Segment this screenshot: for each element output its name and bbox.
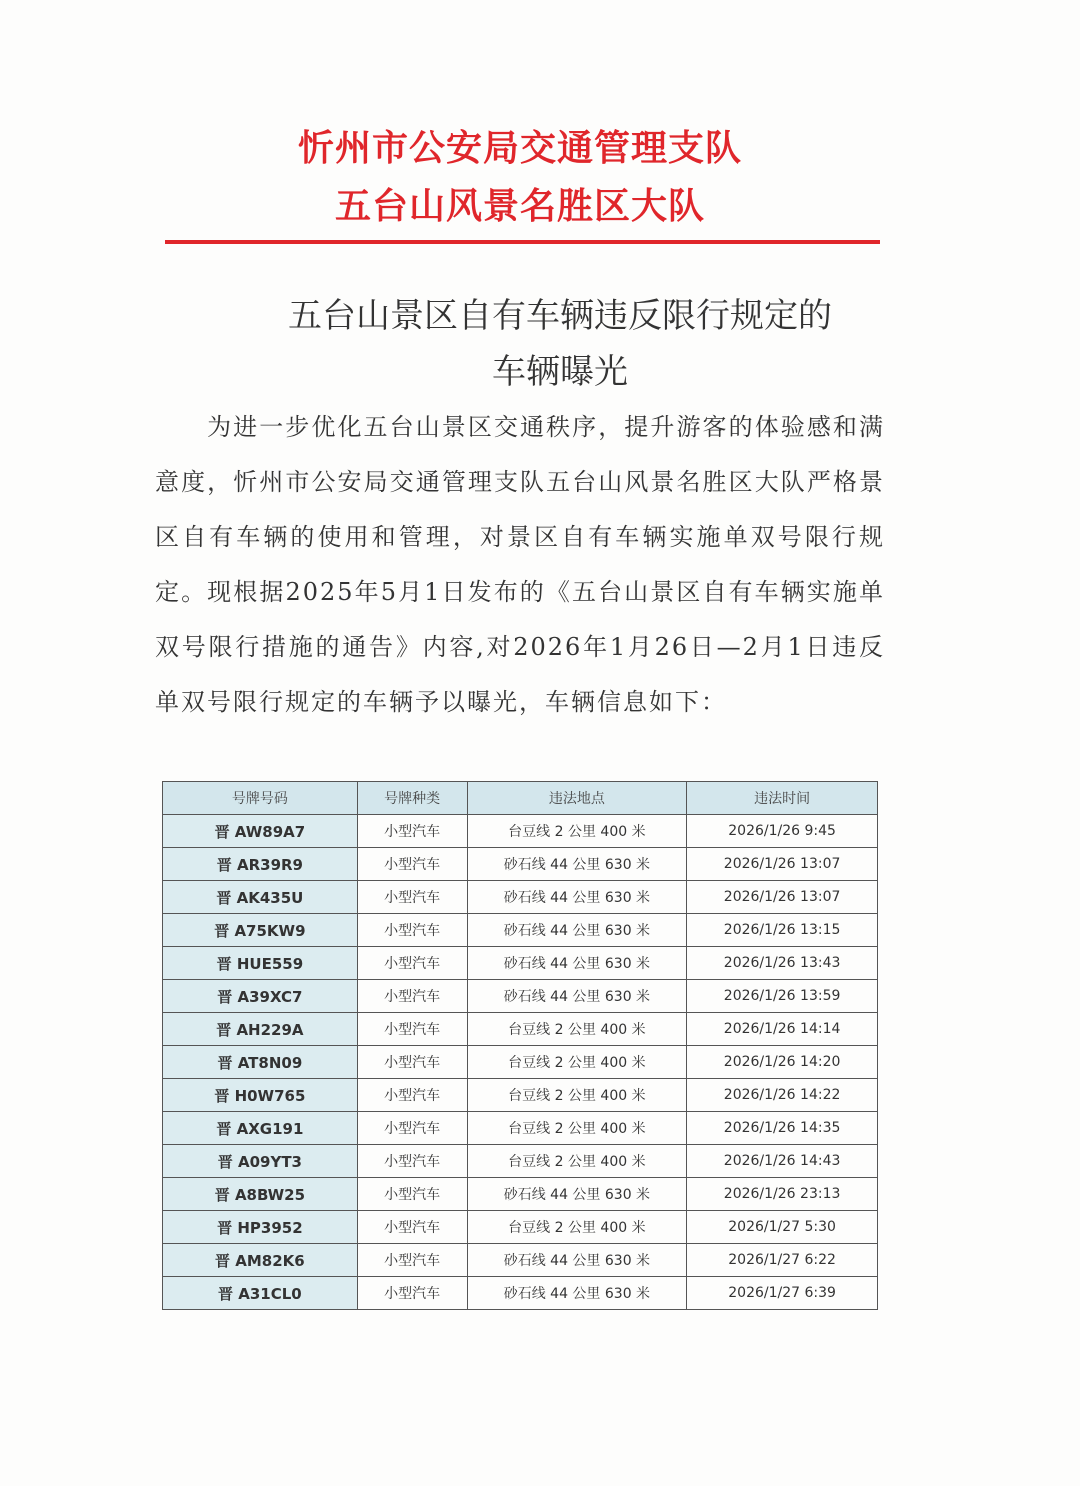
table-row <box>163 914 878 947</box>
cell-violation-location: 砂石线 44 公里 630 米 <box>467 980 687 1013</box>
table-row <box>163 881 878 914</box>
cell-plate-number: 晋 A31CL0 <box>163 1277 358 1310</box>
cell-plate-number: 晋 A75KW9 <box>163 914 358 947</box>
cell-violation-location: 砂石线 44 公里 630 米 <box>467 848 687 881</box>
table-header-row <box>163 782 878 815</box>
letterhead <box>160 120 880 236</box>
cell-violation-time: 2026/1/26 13:43 <box>687 947 878 980</box>
cell-plate-type: 小型汽车 <box>357 1079 467 1112</box>
title-line-2: 车辆曝光 <box>492 352 628 392</box>
cell-violation-time: 2026/1/27 6:39 <box>687 1277 878 1310</box>
cell-plate-type: 小型汽车 <box>357 1211 467 1244</box>
header-violation-time: 违法时间 <box>687 782 878 815</box>
cell-plate-number: 晋 AT8N09 <box>163 1046 358 1079</box>
cell-plate-number: 晋 H0W765 <box>163 1079 358 1112</box>
cell-plate-number: 晋 AXG191 <box>163 1112 358 1145</box>
cell-violation-location: 砂石线 44 公里 630 米 <box>467 1244 687 1277</box>
cell-violation-location: 砂石线 44 公里 630 米 <box>467 914 687 947</box>
cell-plate-type: 小型汽车 <box>357 947 467 980</box>
letterhead-line-2: 五台山风景名胜区大队 <box>334 186 705 227</box>
table-row <box>163 1112 878 1145</box>
cell-plate-number: 晋 AM82K6 <box>163 1244 358 1277</box>
cell-violation-time: 2026/1/26 13:07 <box>687 848 878 881</box>
cell-violation-location: 砂石线 44 公里 630 米 <box>467 947 687 980</box>
cell-plate-number: 晋 AK435U <box>163 881 358 914</box>
cell-plate-type: 小型汽车 <box>357 1145 467 1178</box>
cell-plate-type: 小型汽车 <box>357 1046 467 1079</box>
cell-violation-time: 2026/1/26 14:22 <box>687 1079 878 1112</box>
cell-plate-number: 晋 A39XC7 <box>163 980 358 1013</box>
body-paragraph-text: 为进一步优化五台山景区交通秩序，提升游客的体验感和满意度，忻州市公安局交通管理支队五台山风景名胜区大队严格景区自有车辆的使用和管理，对景区自有车辆实施单双号限行规定。现根据2025年5月1日发布的《五台山景区自有车辆实施单双号限行措施的通告》内容,对2026年1月26日—2月1日违反单双号限行规定的车辆予以曝光，车辆信息如下： <box>155 413 885 716</box>
header-plate-number: 号牌号码 <box>163 782 358 815</box>
cell-violation-time: 2026/1/26 14:20 <box>687 1046 878 1079</box>
table-row <box>163 947 878 980</box>
cell-violation-location: 砂石线 44 公里 630 米 <box>467 881 687 914</box>
body-paragraph <box>155 400 885 730</box>
letterhead-line-1: 忻州市公安局交通管理支队 <box>297 128 742 169</box>
cell-plate-type: 小型汽车 <box>357 848 467 881</box>
header-plate-type: 号牌种类 <box>357 782 467 815</box>
cell-plate-type: 小型汽车 <box>357 1013 467 1046</box>
cell-plate-number: 晋 A09YT3 <box>163 1145 358 1178</box>
cell-violation-location: 砂石线 44 公里 630 米 <box>467 1178 687 1211</box>
cell-violation-time: 2026/1/26 23:13 <box>687 1178 878 1211</box>
cell-violation-time: 2026/1/26 13:15 <box>687 914 878 947</box>
document-title <box>200 288 920 400</box>
cell-violation-location: 台豆线 2 公里 400 米 <box>467 1211 687 1244</box>
cell-violation-time: 2026/1/26 14:35 <box>687 1112 878 1145</box>
cell-plate-number: 晋 AW89A7 <box>163 815 358 848</box>
table-row <box>163 848 878 881</box>
cell-plate-type: 小型汽车 <box>357 1178 467 1211</box>
cell-violation-location: 台豆线 2 公里 400 米 <box>467 1079 687 1112</box>
cell-violation-time: 2026/1/27 6:22 <box>687 1244 878 1277</box>
cell-violation-time: 2026/1/26 14:14 <box>687 1013 878 1046</box>
violation-table <box>162 781 878 1310</box>
cell-violation-location: 台豆线 2 公里 400 米 <box>467 815 687 848</box>
cell-violation-location: 台豆线 2 公里 400 米 <box>467 1046 687 1079</box>
cell-plate-type: 小型汽车 <box>357 980 467 1013</box>
cell-plate-number: 晋 HUE559 <box>163 947 358 980</box>
cell-plate-type: 小型汽车 <box>357 881 467 914</box>
title-line-1: 五台山景区自有车辆违反限行规定的 <box>288 296 832 336</box>
table-body <box>163 815 878 1310</box>
cell-violation-location: 台豆线 2 公里 400 米 <box>467 1013 687 1046</box>
cell-violation-time: 2026/1/26 13:07 <box>687 881 878 914</box>
cell-plate-number: 晋 AR39R9 <box>163 848 358 881</box>
table-row <box>163 1079 878 1112</box>
table-row <box>163 1277 878 1310</box>
cell-plate-number: 晋 AH229A <box>163 1013 358 1046</box>
cell-violation-time: 2026/1/27 5:30 <box>687 1211 878 1244</box>
cell-violation-time: 2026/1/26 13:59 <box>687 980 878 1013</box>
table-row <box>163 1046 878 1079</box>
table-row <box>163 980 878 1013</box>
cell-violation-time: 2026/1/26 14:43 <box>687 1145 878 1178</box>
table-row <box>163 1013 878 1046</box>
cell-plate-number: 晋 A8BW25 <box>163 1178 358 1211</box>
cell-plate-type: 小型汽车 <box>357 1244 467 1277</box>
cell-plate-type: 小型汽车 <box>357 914 467 947</box>
table-row <box>163 1178 878 1211</box>
header-violation-location: 违法地点 <box>467 782 687 815</box>
cell-plate-number: 晋 HP3952 <box>163 1211 358 1244</box>
table-row <box>163 815 878 848</box>
cell-plate-type: 小型汽车 <box>357 1112 467 1145</box>
table-row <box>163 1211 878 1244</box>
cell-plate-type: 小型汽车 <box>357 815 467 848</box>
table-row <box>163 1244 878 1277</box>
cell-violation-time: 2026/1/26 9:45 <box>687 815 878 848</box>
cell-plate-type: 小型汽车 <box>357 1277 467 1310</box>
table-row <box>163 1145 878 1178</box>
cell-violation-location: 台豆线 2 公里 400 米 <box>467 1112 687 1145</box>
cell-violation-location: 砂石线 44 公里 630 米 <box>467 1277 687 1310</box>
cell-violation-location: 台豆线 2 公里 400 米 <box>467 1145 687 1178</box>
letterhead-divider <box>165 240 880 244</box>
